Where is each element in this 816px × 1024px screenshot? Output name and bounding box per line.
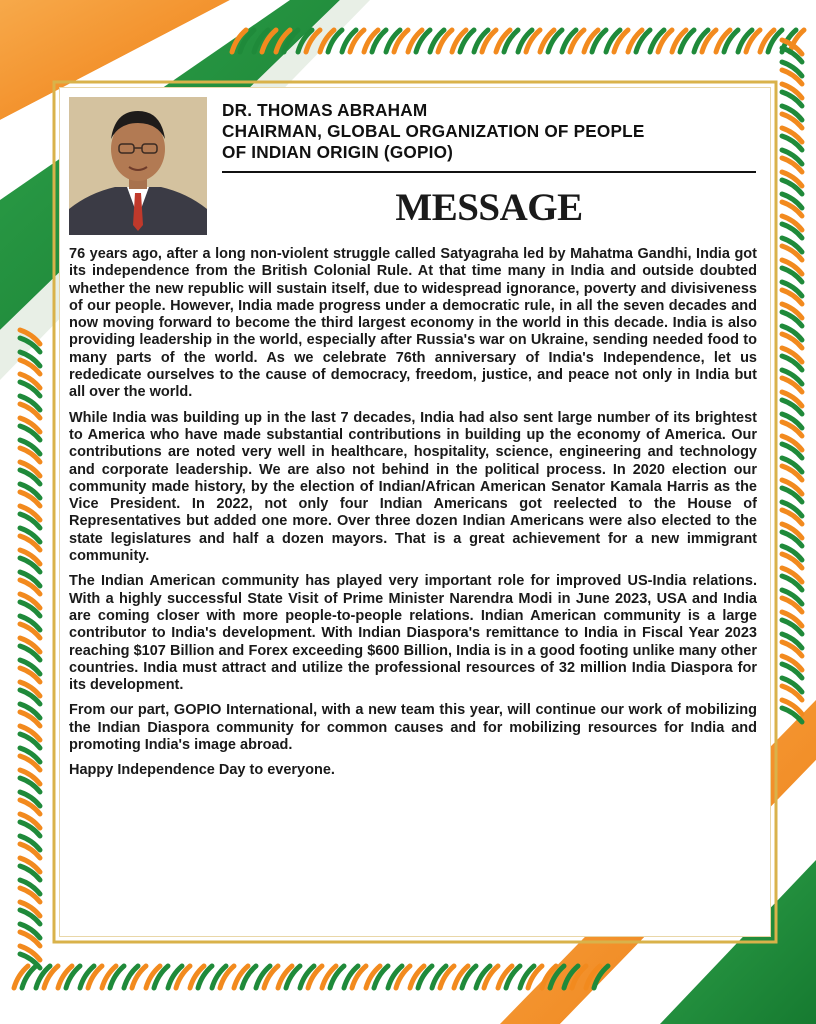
paragraph-4: From our part, GOPIO International, with a new team this year, will continue our work of mobilizing the Indian Diaspora community for common causes and for mobilizing resources for India and promoting India's image abroad. [69,702,757,754]
portrait-photo [69,97,207,235]
header-divider [222,171,756,173]
author-title-line-2: OF INDIAN ORIGIN (GOPIO) [222,142,454,162]
person-silhouette-icon [69,97,207,235]
paragraph-3: The Indian American community has played very important role for improved US-India relations. With a highly successful State Visit of Prime Minister Narendra Modi in June 2023, USA and India are coming closer with more people-to-people relations. Indian American community is a large contributor to India's development. With Indian Diaspora's remittance to India in Fiscal Year 2023 reaching $107 Billion and Forex exceeding $600 Billion, India is in a good footing unlike many other countries. India must attract and utilize the professional resources of 32 million India Diaspora for its development. [69,573,757,694]
author-title-line-1: CHAIRMAN, GLOBAL ORGANIZATION OF PEOPLE [222,121,645,141]
header-block [222,100,762,163]
paragraph-1: 76 years ago, after a long non-violent struggle called Satyagraha led by Mahatma Gandhi, India got its independence from the British Colonial Rule. At that time many in India and outside doubted whether the new republic will sustain itself, due to widespread ignorance, poverty and divisiveness of our people. However, India made progress under a democratic rule, in all the seven decades and now moving forward to become the third largest economy in the world in this decade. India is also providing leadership in the world, especially after Russia's war on Ukraine, sending needed food to many parts of the world. As we celebrate 76th anniversary of India's Independence, let us rededicate ourselves to the cause of democracy, freedom, justice, and peace not only in India but all over the world. [69,246,757,401]
page-title: MESSAGE [395,186,583,229]
message-body [69,246,757,780]
paragraph-2: While India was building up in the last 7 decades, India had also sent large number of its brightest to America who have made substantial contributions in building up the economy of America. Our contributions are noted very well in healthcare, hospitality, science, engineering and technology and corporate leadership. We are also not behind in the political process. In 2020 election our community made history, by the election of Indian/African American Senator Kamala Harris as the Vice President. In 2022, not only four Indian Americans got reelected to the House of Representatives but added one more. Over three dozen Indian Americans were also elected to the state legislatures and half a dozen mayors. That is a great achievement for a new immigrant community. [69,409,757,565]
author-name: DR. THOMAS ABRAHAM [222,100,428,120]
paragraph-5: Happy Independence Day to everyone. [69,762,335,779]
